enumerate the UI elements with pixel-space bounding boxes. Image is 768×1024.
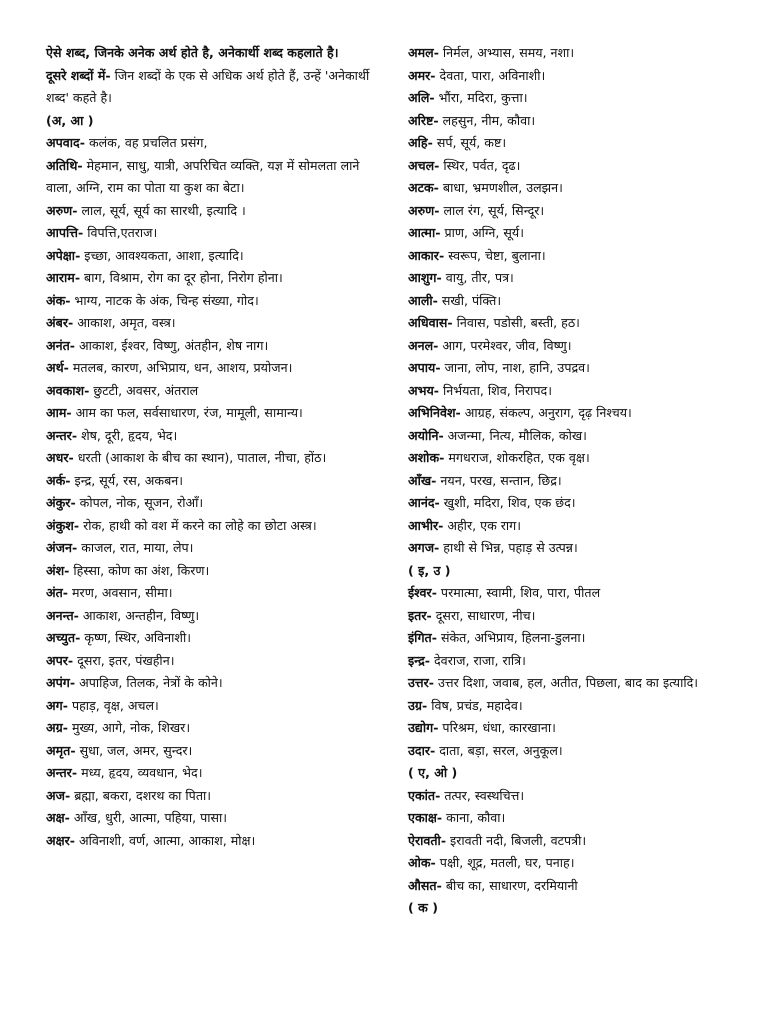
entry-meaning: इरावती नदी, बिजली, वटपत्री। bbox=[450, 832, 587, 848]
word-entry bbox=[46, 245, 376, 268]
entry-meaning: अपाहिज, तिलक, नेत्रों के कोने। bbox=[79, 675, 223, 690]
word-entry bbox=[408, 807, 738, 830]
entry-term: ऐरावती- bbox=[408, 832, 447, 848]
entry-meaning: पक्षी, शूद्र, मतली, घर, पनाह। bbox=[439, 855, 575, 870]
entry-term: अंकुश- bbox=[46, 517, 80, 533]
entry-meaning: नयन, परख, सन्तान, छिद्र। bbox=[440, 472, 562, 488]
word-entry bbox=[46, 380, 376, 403]
word-entry bbox=[408, 132, 738, 155]
word-entry bbox=[408, 290, 738, 313]
word-entry bbox=[408, 717, 738, 740]
entry-term: अक्षर- bbox=[46, 832, 76, 848]
entry-term: आराम- bbox=[46, 270, 81, 285]
entry-term: अंबर- bbox=[46, 315, 74, 330]
section-heading: (अ, आ ) bbox=[46, 112, 94, 128]
entry-term: अशोक- bbox=[408, 450, 445, 465]
entry-meaning: मेहमान, साधु, यात्री, अपरिचित व्यक्ति, यज्ञ में सोमलता लाने वाला, अग्नि, राम का पोता या कुश का बेटा। bbox=[46, 157, 360, 195]
entry-meaning: कलंक, वह प्रचलित प्रसंग, bbox=[88, 135, 208, 150]
word-entry bbox=[408, 200, 738, 223]
word-entry bbox=[46, 357, 376, 380]
right-column bbox=[408, 42, 738, 920]
entry-term: अज- bbox=[46, 787, 71, 803]
word-entry bbox=[46, 290, 376, 313]
word-entry bbox=[46, 447, 376, 470]
entry-term: अरुण- bbox=[408, 202, 440, 218]
word-entry bbox=[408, 852, 738, 875]
entry-meaning: बाधा, भ्रमणशील, उलझन। bbox=[442, 180, 563, 195]
entry-meaning: जाना, लोप, नाश, हानि, उपद्रव। bbox=[444, 360, 590, 375]
entry-meaning: आग्रह, संकल्प, अनुराग, दृढ़ निश्चय। bbox=[464, 405, 632, 420]
entry-term: आम- bbox=[46, 405, 72, 420]
entry-term: अयोनि- bbox=[408, 427, 444, 443]
word-entry bbox=[408, 695, 738, 718]
entry-meaning: विष, प्रचंड, महादेव। bbox=[431, 697, 523, 713]
entry-meaning: मुख्य, आगे, नोक, शिखर। bbox=[71, 720, 191, 735]
entry-term: अच्युत- bbox=[46, 630, 81, 645]
entry-meaning: आकाश, ईश्वर, विष्णु, अंतहीन, शेष नाग। bbox=[79, 337, 269, 353]
word-entry bbox=[408, 740, 738, 763]
entry-meaning: धरती (आकाश के बीच का स्थान), पाताल, नीचा, होंठ। bbox=[77, 450, 327, 465]
word-entry bbox=[46, 155, 376, 200]
entry-meaning: मतलब, कारण, अभिप्राय, धन, आशय, प्रयोजन। bbox=[72, 360, 293, 375]
entry-term: आत्मा- bbox=[408, 225, 441, 240]
entry-term: आली- bbox=[408, 292, 438, 308]
word-entry bbox=[46, 515, 376, 538]
entry-meaning: संकेत, अभिप्राय, हिलना-डुलना। bbox=[440, 630, 586, 645]
entry-term: अग्र- bbox=[46, 720, 68, 735]
entry-term: अवकाश- bbox=[46, 382, 90, 398]
entry-meaning: कोपल, नोक, सूजन, रोआँ। bbox=[79, 495, 204, 510]
word-entry bbox=[46, 627, 376, 650]
word-entry bbox=[46, 695, 376, 718]
entry-meaning: काना, कौवा। bbox=[446, 810, 506, 825]
entry-term: अगज- bbox=[408, 540, 440, 555]
entry-meaning: आग, परमेश्वर, जीव, विष्णु। bbox=[442, 337, 572, 353]
word-entry bbox=[46, 560, 376, 583]
word-entry bbox=[46, 537, 376, 560]
entry-term: आकार- bbox=[408, 247, 445, 263]
entry-term: अपंग- bbox=[46, 675, 76, 690]
word-entry bbox=[46, 402, 376, 425]
entry-term: अभय- bbox=[408, 382, 440, 398]
entry-meaning: अहीर, एक राग। bbox=[447, 517, 522, 533]
entry-term: अरिष्ट- bbox=[408, 112, 439, 128]
word-entry bbox=[408, 785, 738, 808]
entry-meaning: मरण, अवसान, सीमा। bbox=[72, 585, 173, 600]
entry-term: ओक- bbox=[408, 855, 436, 870]
entry-meaning: लाल रंग, सूर्य, सिन्दूर। bbox=[443, 202, 545, 218]
word-entry bbox=[408, 470, 738, 493]
entry-meaning: तत्पर, स्वस्थचित्त। bbox=[444, 787, 525, 803]
word-entry bbox=[46, 650, 376, 673]
entry-term: अपाय- bbox=[408, 360, 441, 375]
entry-term: ईश्वर- bbox=[408, 585, 437, 600]
word-entry bbox=[46, 830, 376, 853]
entry-meaning: लहसुन, नीम, कौवा। bbox=[442, 112, 536, 128]
entry-term: इन्द्र- bbox=[408, 652, 430, 668]
entry-term: अंश- bbox=[46, 562, 70, 578]
entry-term: आशुग- bbox=[408, 270, 442, 285]
entry-meaning: छुटटी, अवसर, अंतराल bbox=[93, 382, 199, 398]
entry-meaning: आकाश, अमृत, वस्त्र। bbox=[77, 315, 176, 330]
word-entry bbox=[46, 222, 376, 245]
word-entry bbox=[408, 42, 738, 65]
entry-meaning: परमात्मा, स्वामी, शिव, पारा, पीतल bbox=[440, 585, 601, 600]
word-entry bbox=[46, 200, 376, 223]
entry-meaning: निवास, पडोसी, बस्ती, हठ। bbox=[456, 315, 580, 330]
entry-term: आनंद- bbox=[408, 495, 440, 510]
entry-meaning: स्थिर, पर्वत, दृढ। bbox=[443, 157, 521, 173]
entry-term: एकांत- bbox=[408, 787, 441, 803]
entry-term: अमर- bbox=[408, 67, 436, 83]
entry-term: आँख- bbox=[408, 472, 437, 488]
entry-meaning: अविनाशी, वर्ण, आत्मा, आकाश, मोक्ष। bbox=[79, 832, 256, 848]
word-entry bbox=[408, 830, 738, 853]
entry-term: उग्र- bbox=[408, 697, 428, 713]
entry-meaning: लाल, सूर्य, सूर्य का सारथी, इत्यादि । bbox=[81, 202, 246, 218]
entry-term: उदार- bbox=[408, 742, 436, 758]
word-entry bbox=[46, 807, 376, 830]
entry-meaning: देवराज, राजा, रात्रि। bbox=[434, 652, 526, 668]
word-entry bbox=[46, 740, 376, 763]
entry-meaning: बीच का, साधारण, दरमियानी bbox=[445, 877, 578, 893]
intro-label: दूसरे शब्दों में- bbox=[46, 67, 111, 83]
entry-term: अंजन- bbox=[46, 540, 78, 555]
word-entry bbox=[408, 245, 738, 268]
entry-meaning: आकाश, अन्तहीन, विष्णु। bbox=[82, 607, 200, 623]
word-entry bbox=[408, 492, 738, 515]
entry-meaning: प्राण, अग्नि, सूर्य। bbox=[444, 225, 524, 240]
word-entry bbox=[46, 582, 376, 605]
entry-meaning: सुधा, जल, अमर, सुन्दर। bbox=[79, 742, 193, 758]
entry-meaning: आँख, धुरी, आत्मा, पहिया, पासा। bbox=[73, 810, 228, 825]
entry-meaning: दूसरा, साधारण, नीच। bbox=[435, 607, 536, 623]
word-entry bbox=[408, 582, 738, 605]
section-heading: ( ए, ओ ) bbox=[408, 765, 458, 780]
word-entry bbox=[408, 605, 738, 628]
word-entry bbox=[408, 380, 738, 403]
word-entry bbox=[408, 875, 738, 898]
word-entry bbox=[46, 425, 376, 448]
entry-meaning: खुशी, मदिरा, शिव, एक छंद। bbox=[443, 495, 576, 510]
entry-meaning: विपत्ति,एतराज। bbox=[87, 225, 158, 240]
entry-meaning: निर्भयता, शिव, निरापद। bbox=[443, 382, 552, 398]
entry-term: अपर- bbox=[46, 652, 74, 668]
entry-meaning: काजल, रात, माया, लेप। bbox=[81, 540, 194, 555]
entry-term: एकाक्ष- bbox=[408, 810, 443, 825]
word-entry bbox=[408, 155, 738, 178]
word-entry bbox=[408, 402, 738, 425]
word-entry bbox=[46, 672, 376, 695]
word-entry bbox=[46, 785, 376, 808]
entry-meaning: आम का फल, सर्वसाधारण, रंज, मामूली, सामान्य। bbox=[75, 405, 303, 420]
entry-term: इंगित- bbox=[408, 630, 437, 645]
entry-term: अटक- bbox=[408, 180, 439, 195]
entry-meaning: कृष्ण, स्थिर, अविनाशी। bbox=[84, 630, 192, 645]
entry-term: उद्योग- bbox=[408, 720, 439, 735]
section-heading: ( क ) bbox=[408, 900, 438, 915]
entry-term: आभीर- bbox=[408, 517, 444, 533]
entry-meaning: इच्छा, आवश्यकता, आशा, इत्यादि। bbox=[84, 247, 244, 263]
entry-term: अनंत- bbox=[46, 337, 76, 353]
word-entry bbox=[46, 335, 376, 358]
entry-meaning: हिस्सा, कोण का अंश, किरण। bbox=[73, 562, 210, 578]
word-entry bbox=[408, 650, 738, 673]
word-entry bbox=[408, 515, 738, 538]
entry-meaning: वायु, तीर, पत्र। bbox=[445, 270, 514, 285]
word-entry bbox=[46, 470, 376, 493]
word-entry bbox=[408, 65, 738, 88]
entry-meaning: मध्य, हृदय, व्यवधान, भेद। bbox=[81, 765, 203, 780]
entry-meaning: भाग्य, नाटक के अंक, चिन्ह संख्या, गोद। bbox=[74, 292, 259, 308]
entry-term: अधिवास- bbox=[408, 315, 453, 330]
entry-term: अतिथि- bbox=[46, 157, 83, 173]
word-entry bbox=[408, 87, 738, 110]
word-entry bbox=[408, 110, 738, 133]
entry-term: अहि- bbox=[408, 135, 433, 150]
entry-meaning: सखी, पंक्ति। bbox=[441, 292, 502, 308]
entry-term: अंत- bbox=[46, 585, 69, 600]
entry-term: अधर- bbox=[46, 450, 74, 465]
word-entry bbox=[408, 425, 738, 448]
intro-definition bbox=[46, 65, 376, 110]
entry-meaning: निर्मल, अभ्यास, समय, नशा। bbox=[442, 45, 575, 60]
left-column bbox=[46, 42, 376, 852]
word-entry bbox=[408, 357, 738, 380]
entry-term: अरुण- bbox=[46, 202, 78, 218]
entry-term: अर्क- bbox=[46, 472, 71, 488]
entry-meaning: रोक, हाथी को वश में करने का लोहे का छोटा अस्त्र। bbox=[83, 517, 317, 533]
intro-title: ऐसे शब्द, जिनके अनेक अर्थ होते है, अनेकार्थी शब्द कहलाते है। bbox=[46, 45, 339, 60]
entry-meaning: पहाड़, वृक्ष, अचल। bbox=[71, 697, 159, 713]
entry-term: अनल- bbox=[408, 337, 439, 353]
entry-term: अपेक्षा- bbox=[46, 247, 81, 263]
entry-meaning: परिश्रम, धंधा, कारखाना। bbox=[442, 720, 556, 735]
word-entry bbox=[408, 335, 738, 358]
entry-term: अभिनिवेश- bbox=[408, 405, 461, 420]
word-entry bbox=[408, 672, 738, 695]
entry-meaning: ब्रह्मा, बकरा, दशरथ का पिता। bbox=[74, 787, 212, 803]
entry-meaning: अजन्मा, नित्य, मौलिक, कोख। bbox=[447, 427, 587, 443]
entry-meaning: भौंरा, मदिरा, कुत्ता। bbox=[438, 90, 528, 105]
word-entry bbox=[46, 267, 376, 290]
entry-term: अमल- bbox=[408, 45, 439, 60]
word-entry bbox=[408, 312, 738, 335]
entry-term: अंक- bbox=[46, 292, 71, 308]
word-entry bbox=[46, 605, 376, 628]
entry-term: आपत्ति- bbox=[46, 225, 84, 240]
entry-term: औसत- bbox=[408, 877, 442, 893]
entry-meaning: हाथी से भिन्न, पहाड़ से उत्पन्न। bbox=[443, 540, 578, 555]
entry-term: अलि- bbox=[408, 90, 435, 105]
entry-meaning: बाग, विश्राम, रोग का दूर होना, निरोग होना। bbox=[84, 270, 283, 285]
entry-term: अन्तर- bbox=[46, 765, 78, 780]
word-entry bbox=[46, 132, 376, 155]
entry-meaning: देवता, पारा, अविनाशी। bbox=[439, 67, 546, 83]
word-entry bbox=[408, 537, 738, 560]
entry-term: अन्तर- bbox=[46, 427, 78, 443]
intro-text: जिन शब्दों के एक से अधिक अर्थ होते हैं, उन्हें 'अनेकार्थी शब्द' कहते है। bbox=[46, 67, 370, 105]
entry-meaning: उत्तर दिशा, जवाब, हल, अतीत, पिछला, बाद का इत्यादि। bbox=[437, 675, 699, 690]
word-entry bbox=[46, 717, 376, 740]
entry-meaning: शेष, दूरी, हृदय, भेद। bbox=[81, 427, 178, 443]
word-entry bbox=[408, 222, 738, 245]
entry-meaning: मगधराज, शोकरहित, एक वृक्ष। bbox=[448, 450, 590, 465]
entry-term: अंकुर- bbox=[46, 495, 76, 510]
entry-term: अपवाद- bbox=[46, 135, 85, 150]
word-entry bbox=[408, 627, 738, 650]
entry-term: उत्तर- bbox=[408, 675, 434, 690]
entry-term: अचल- bbox=[408, 157, 440, 173]
entry-term: अमृत- bbox=[46, 742, 76, 758]
entry-term: अग- bbox=[46, 697, 68, 713]
word-entry bbox=[408, 177, 738, 200]
entry-meaning: स्वरूप, चेष्टा, बुलाना। bbox=[448, 247, 546, 263]
word-entry bbox=[46, 762, 376, 785]
entry-meaning: दाता, बड़ा, सरल, अनुकूल। bbox=[439, 742, 563, 758]
word-entry bbox=[408, 267, 738, 290]
entry-meaning: दूसरा, इतर, पंखहीन। bbox=[77, 652, 175, 668]
entry-term: इतर- bbox=[408, 607, 432, 623]
section-heading: ( इ, उ ) bbox=[408, 562, 451, 578]
word-entry bbox=[46, 312, 376, 335]
entry-meaning: सर्प, सूर्य, कष्ट। bbox=[436, 135, 507, 150]
word-entry bbox=[408, 447, 738, 470]
entry-term: अनन्त- bbox=[46, 607, 79, 623]
entry-meaning: इन्द्र, सूर्य, रस, अकबन। bbox=[74, 472, 184, 488]
entry-term: अर्थ- bbox=[46, 360, 69, 375]
word-entry bbox=[46, 492, 376, 515]
entry-term: अक्ष- bbox=[46, 810, 70, 825]
